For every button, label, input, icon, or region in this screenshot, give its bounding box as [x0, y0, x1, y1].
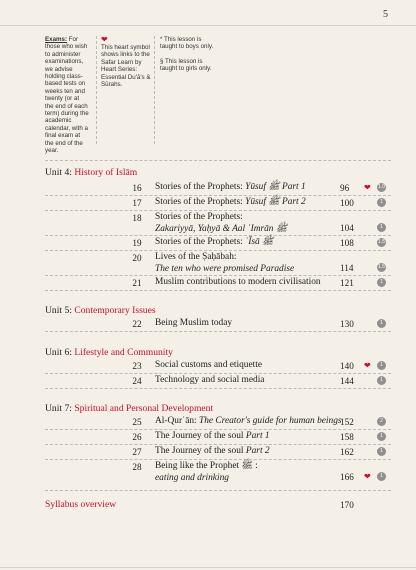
lesson-number: 23	[132, 361, 142, 371]
unit-label: Unit 6:	[45, 347, 72, 358]
weeks-badge: 1	[377, 447, 386, 456]
lesson-row[interactable]	[45, 196, 391, 211]
lesson-number: 22	[132, 319, 142, 329]
lesson-title: Technology and social media	[155, 375, 265, 385]
lesson-title: Stories of the Prophets: ʿĪsā ﷺ	[155, 237, 274, 247]
notes-divider	[154, 36, 155, 144]
lesson-row[interactable]	[45, 181, 391, 196]
unit-label: Unit 4:	[45, 167, 72, 178]
lesson-page: 166	[340, 472, 354, 482]
lesson-page: 121	[340, 278, 354, 288]
syllabus-page: 170	[340, 500, 354, 510]
lesson-page: 140	[340, 361, 354, 371]
syllabus-row[interactable]	[45, 498, 391, 512]
weeks-badge: 1.0	[378, 184, 385, 190]
lesson-number: 28	[132, 462, 142, 472]
lesson-number: 18	[132, 213, 142, 223]
heart-icon: ❤	[101, 35, 108, 44]
lesson-page: 162	[340, 447, 354, 457]
lesson-number: 24	[132, 376, 142, 386]
lesson-row[interactable]	[45, 211, 391, 236]
lesson-title: The Journey of the soul Part 1	[155, 431, 270, 441]
heart-note	[101, 36, 151, 88]
lesson-title: The Journey of the soul Part 2	[155, 446, 270, 456]
weeks-badge: 1	[377, 361, 386, 370]
page-number: 5	[383, 9, 388, 20]
lesson-row[interactable]	[45, 317, 391, 332]
unit-label: Unit 5:	[45, 305, 72, 316]
lesson-row[interactable]	[45, 374, 391, 389]
lesson-title: Being Muslim today	[155, 318, 233, 328]
lesson-page: 100	[340, 198, 354, 208]
lesson-title: Al-Qurʾān: The Creator's guide for human beings	[155, 416, 342, 426]
unit-label: Unit 7:	[45, 403, 72, 414]
unit-heading	[45, 167, 137, 178]
lesson-title: Stories of the Prophets: Yūsuf ﷺ Part 2	[155, 197, 306, 207]
lesson-page: 152	[340, 417, 354, 427]
weeks-badge: 1	[377, 472, 386, 481]
page-header	[0, 0, 416, 26]
heart-icon: ❤	[364, 183, 371, 192]
lesson-number: 26	[132, 432, 142, 442]
notes-panel	[45, 36, 245, 156]
lesson-page: 104	[340, 223, 354, 233]
lesson-title: Stories of the Prophets: Zakariyyā, Yaḥyā & Aal ʿImrān ﷺ	[155, 212, 288, 234]
unit-heading	[45, 403, 213, 414]
heart-icon: ❤	[364, 361, 371, 370]
lesson-number: 25	[132, 417, 142, 427]
lesson-row[interactable]	[45, 445, 391, 460]
unit-title: History of Islām	[74, 167, 138, 178]
lesson-number: 16	[132, 183, 142, 193]
lesson-title: Lives of the Ṣaḥābah: The ten who were promised Paradise	[155, 252, 295, 274]
lesson-number: 17	[132, 198, 142, 208]
page-footer-line	[0, 567, 416, 568]
lesson-row[interactable]	[45, 236, 391, 251]
unit-heading	[45, 305, 156, 316]
weeks-badge: 1	[377, 376, 386, 385]
lesson-row[interactable]	[45, 251, 391, 276]
lesson-number: 20	[132, 253, 142, 263]
section-divider	[45, 490, 391, 491]
lesson-title: Muslim contributions to modern civilisation	[155, 277, 321, 287]
weeks-badge: 1.5	[378, 239, 385, 245]
weeks-badge: 1	[377, 223, 386, 232]
lesson-number: 21	[132, 278, 142, 288]
lesson-row[interactable]	[45, 415, 391, 430]
weeks-badge: 1.5	[378, 264, 385, 270]
lesson-page: 144	[340, 376, 354, 386]
lesson-title: Being like the Prophet ﷺ : eating and drinking	[155, 461, 258, 483]
unit-heading	[45, 347, 173, 358]
exams-label: Exams:	[45, 36, 68, 43]
weeks-badge: 1	[377, 319, 386, 328]
weeks-badge: 1	[377, 432, 386, 441]
notes-divider	[96, 36, 97, 144]
unit-title: Contemporary Issues	[74, 305, 156, 316]
exams-note	[45, 36, 89, 155]
lesson-page: 96	[340, 183, 350, 193]
lesson-page: 108	[340, 238, 354, 248]
weeks-badge: 2	[377, 417, 386, 426]
lesson-row[interactable]	[45, 430, 391, 445]
lesson-page: 158	[340, 432, 354, 442]
weeks-badge: 1	[377, 198, 386, 207]
unit-title: Lifestyle and Community	[74, 347, 173, 358]
heart-icon: ❤	[364, 472, 371, 481]
girls-note: § This lesson is taught to girls only.	[160, 57, 212, 73]
lesson-row[interactable]	[45, 460, 391, 485]
unit-title: Spiritual and Personal Development	[74, 403, 214, 414]
heart-note-text: This heart symbol shows links to the Safar Learn by Heart Series: Essential Du'ā's & Sūrahs.	[101, 44, 151, 89]
lesson-row[interactable]	[45, 359, 391, 374]
lesson-page: 130	[340, 319, 354, 329]
lesson-title: Stories of the Prophets: Yūsuf ﷺ Part 1	[155, 182, 306, 192]
lesson-number: 27	[132, 447, 142, 457]
weeks-badge: 1	[377, 278, 386, 287]
lesson-row[interactable]	[45, 276, 391, 291]
section-divider	[45, 160, 391, 161]
boys-note: * This lesson is taught to boys only.	[160, 36, 214, 51]
syllabus-label: Syllabus overview	[45, 499, 117, 510]
lesson-number: 19	[132, 238, 142, 248]
lesson-title: Social customs and etiquette	[155, 360, 263, 370]
lesson-page: 114	[340, 263, 354, 273]
exams-text: For those who wish to administer examinations, we advise holding class-based tests on weeks ten and twenty (or at the end of each term) during the academic calendar, with a final exam at the end of the year.	[45, 36, 89, 155]
gender-notes	[160, 36, 215, 73]
